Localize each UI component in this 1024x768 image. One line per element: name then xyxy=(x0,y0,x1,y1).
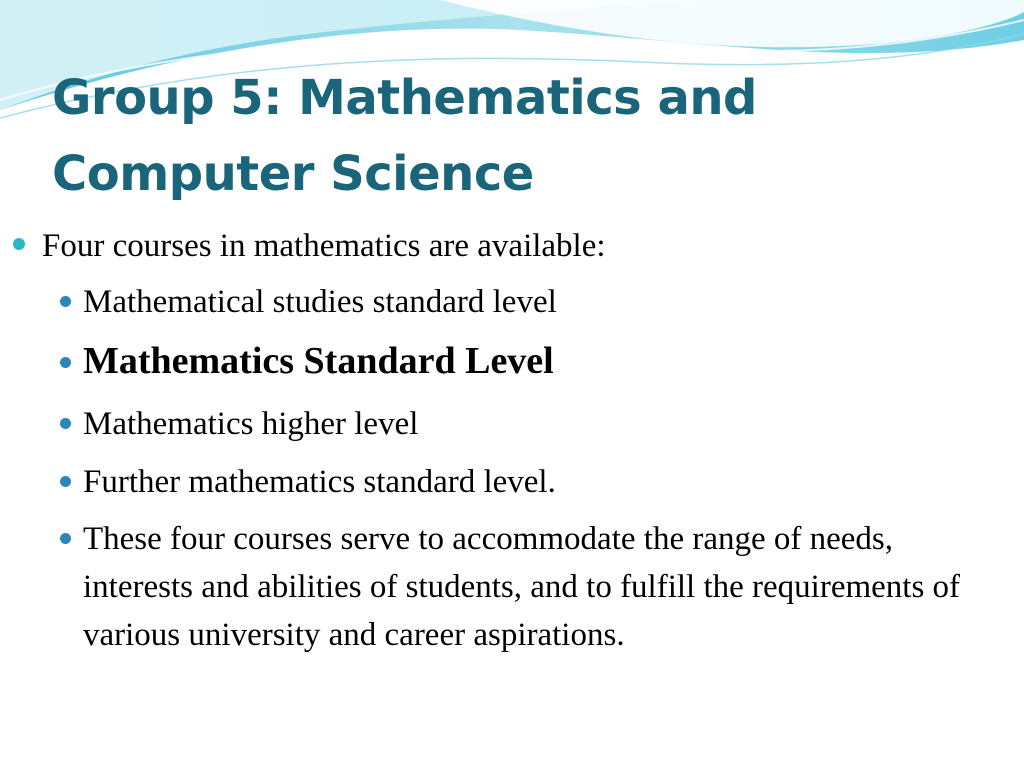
sub-bullet-text: Mathematics higher level xyxy=(83,406,419,442)
sub-bullet-4 xyxy=(83,458,983,506)
sub-bullet-3 xyxy=(83,400,983,448)
sub-bullet-text: Mathematical studies standard level xyxy=(83,284,557,320)
bullet-dot-icon xyxy=(13,238,25,250)
bullet-dot-icon xyxy=(60,533,71,544)
slide-title xyxy=(52,60,952,212)
title-line-1: Group 5: Mathematics and xyxy=(52,70,757,126)
title-line-2: Computer Science xyxy=(52,146,534,202)
sub-bullet-text: Further mathematics standard level. xyxy=(83,464,556,500)
main-bullet-text: Four courses in mathematics are available: xyxy=(42,228,606,264)
main-bullet xyxy=(42,226,606,266)
bullet-dot-icon xyxy=(60,357,71,368)
bullet-dot-icon xyxy=(60,296,71,307)
sub-bullet-text: Mathematics Standard Level xyxy=(83,340,554,382)
sub-bullet-1 xyxy=(83,278,983,326)
sub-bullet-2 xyxy=(83,337,983,385)
sub-bullet-text: These four courses serve to accommodate the range of needs, interests and abilities of students, and to fulfill the requirements of various university and career aspirations. xyxy=(83,521,961,653)
bullet-dot-icon xyxy=(60,476,71,487)
bullet-dot-icon xyxy=(60,418,71,429)
sub-bullet-5 xyxy=(83,515,973,659)
